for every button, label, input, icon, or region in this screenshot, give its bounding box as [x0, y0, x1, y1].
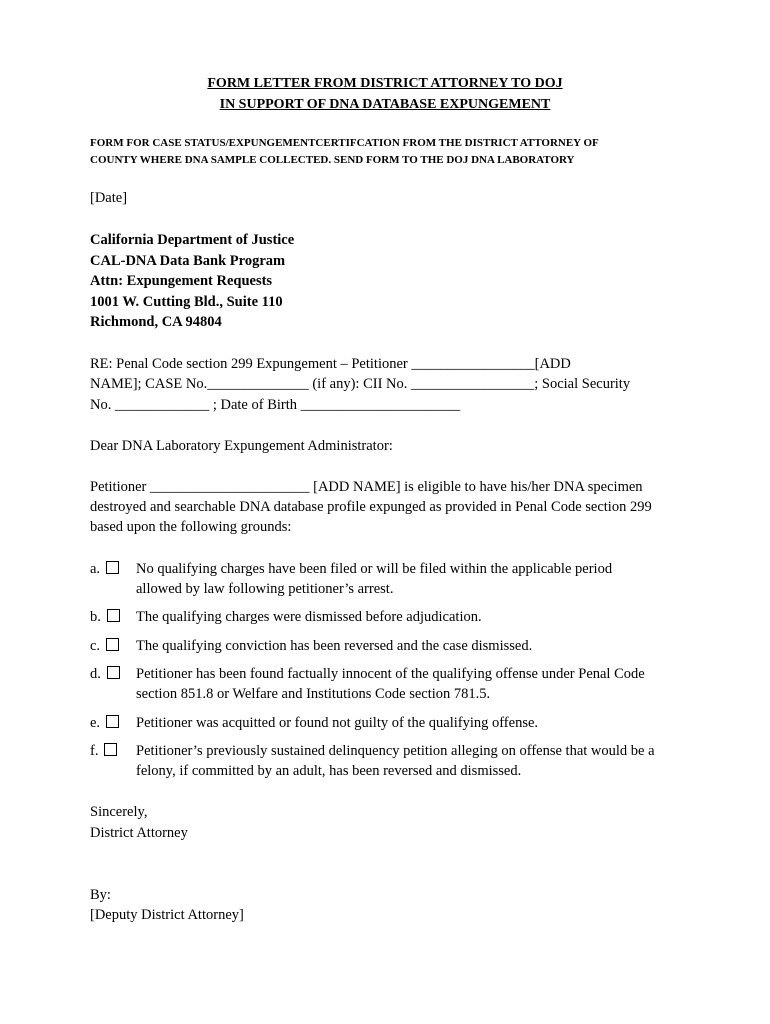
instruction-line2: COUNTY WHERE DNA SAMPLE COLLECTED. SEND FORM TO THE DOJ DNA LABORATORY: [90, 154, 575, 166]
ground-c-marker: [90, 638, 119, 655]
instruction-line1: FORM FOR CASE STATUS/EXPUNGEMENTCERTIFCATION FROM THE DISTRICT ATTORNEY OF: [90, 137, 599, 149]
salutation: Dear DNA Laboratory Expungement Administrator:: [90, 438, 393, 454]
ground-f-checkbox[interactable]: [104, 743, 117, 756]
ground-f-text-line2: felony, if committed by an adult, has been reversed and dismissed.: [136, 763, 522, 779]
ground-d-letter: d.: [90, 666, 101, 682]
re-line1: RE: Penal Code section 299 Expungement – Petitioner _________________[ADD: [90, 356, 571, 372]
ground-f-letter: f.: [90, 743, 99, 759]
re-line2: NAME]; CASE No.______________ (if any): CII No. _________________; Social Security: [90, 376, 631, 392]
body-line1: Petitioner ______________________ [ADD NAME] is eligible to have his/her DNA specimen: [90, 479, 643, 495]
closing-sincerely: Sincerely,: [90, 804, 148, 820]
ground-f-marker: [90, 743, 117, 760]
ground-e-marker: [90, 715, 119, 732]
form-instructions: [90, 135, 700, 169]
ground-a-text-line2: allowed by law following petitioner’s arrest.: [136, 581, 394, 597]
ground-a-checkbox[interactable]: [106, 561, 119, 574]
closing-signer: District Attorney: [90, 825, 188, 841]
closing-deputy: [Deputy District Attorney]: [90, 907, 244, 923]
ground-a-letter: a.: [90, 561, 101, 577]
address-line3: Attn: Expungement Requests: [90, 273, 273, 289]
ground-b-letter: b.: [90, 609, 101, 625]
ground-b-checkbox[interactable]: [107, 609, 120, 622]
address-line2: CAL-DNA Data Bank Program: [90, 253, 286, 269]
ground-c-letter: c.: [90, 638, 101, 654]
re-line3: No. _____________ ; Date of Birth ______________________: [90, 397, 461, 413]
ground-e-text-line1: Petitioner was acquitted or found not guilty of the qualifying offense.: [136, 715, 539, 731]
ground-d-checkbox[interactable]: [107, 666, 120, 679]
ground-d-text-line1: Petitioner has been found factually innocent of the qualifying offense under Penal Code: [136, 666, 645, 682]
ground-b-marker: [90, 609, 120, 626]
ground-c-text-line1: The qualifying conviction has been reversed and the case dismissed.: [136, 638, 533, 654]
ground-d-text-line2: section 851.8 or Welfare and Institutions Code section 781.5.: [136, 686, 491, 702]
form-title-line1: FORM LETTER FROM DISTRICT ATTORNEY TO DOJ: [207, 76, 563, 91]
date-placeholder: [Date]: [90, 190, 128, 206]
ground-d-marker: [90, 666, 120, 683]
ground-a-text-line1: No qualifying charges have been filed or will be filed within the applicable period: [136, 561, 613, 577]
ground-e-letter: e.: [90, 715, 101, 731]
ground-b-text-line1: The qualifying charges were dismissed before adjudication.: [136, 609, 482, 625]
body-line3: based upon the following grounds:: [90, 519, 292, 535]
ground-a-marker: [90, 561, 119, 578]
body-line2: destroyed and searchable DNA database profile expunged as provided in Penal Code section 299: [90, 499, 652, 515]
form-title-line2: IN SUPPORT OF DNA DATABASE EXPUNGEMENT: [219, 97, 551, 112]
address-line4: 1001 W. Cutting Bld., Suite 110: [90, 294, 283, 310]
ground-f-text-line1: Petitioner’s previously sustained delinquency petition alleging on offense that would be a: [136, 743, 655, 759]
ground-e-checkbox[interactable]: [106, 715, 119, 728]
address-line1: California Department of Justice: [90, 232, 295, 248]
ground-c-checkbox[interactable]: [106, 638, 119, 651]
address-line5: Richmond, CA 94804: [90, 314, 222, 330]
closing-by: By:: [90, 887, 111, 903]
